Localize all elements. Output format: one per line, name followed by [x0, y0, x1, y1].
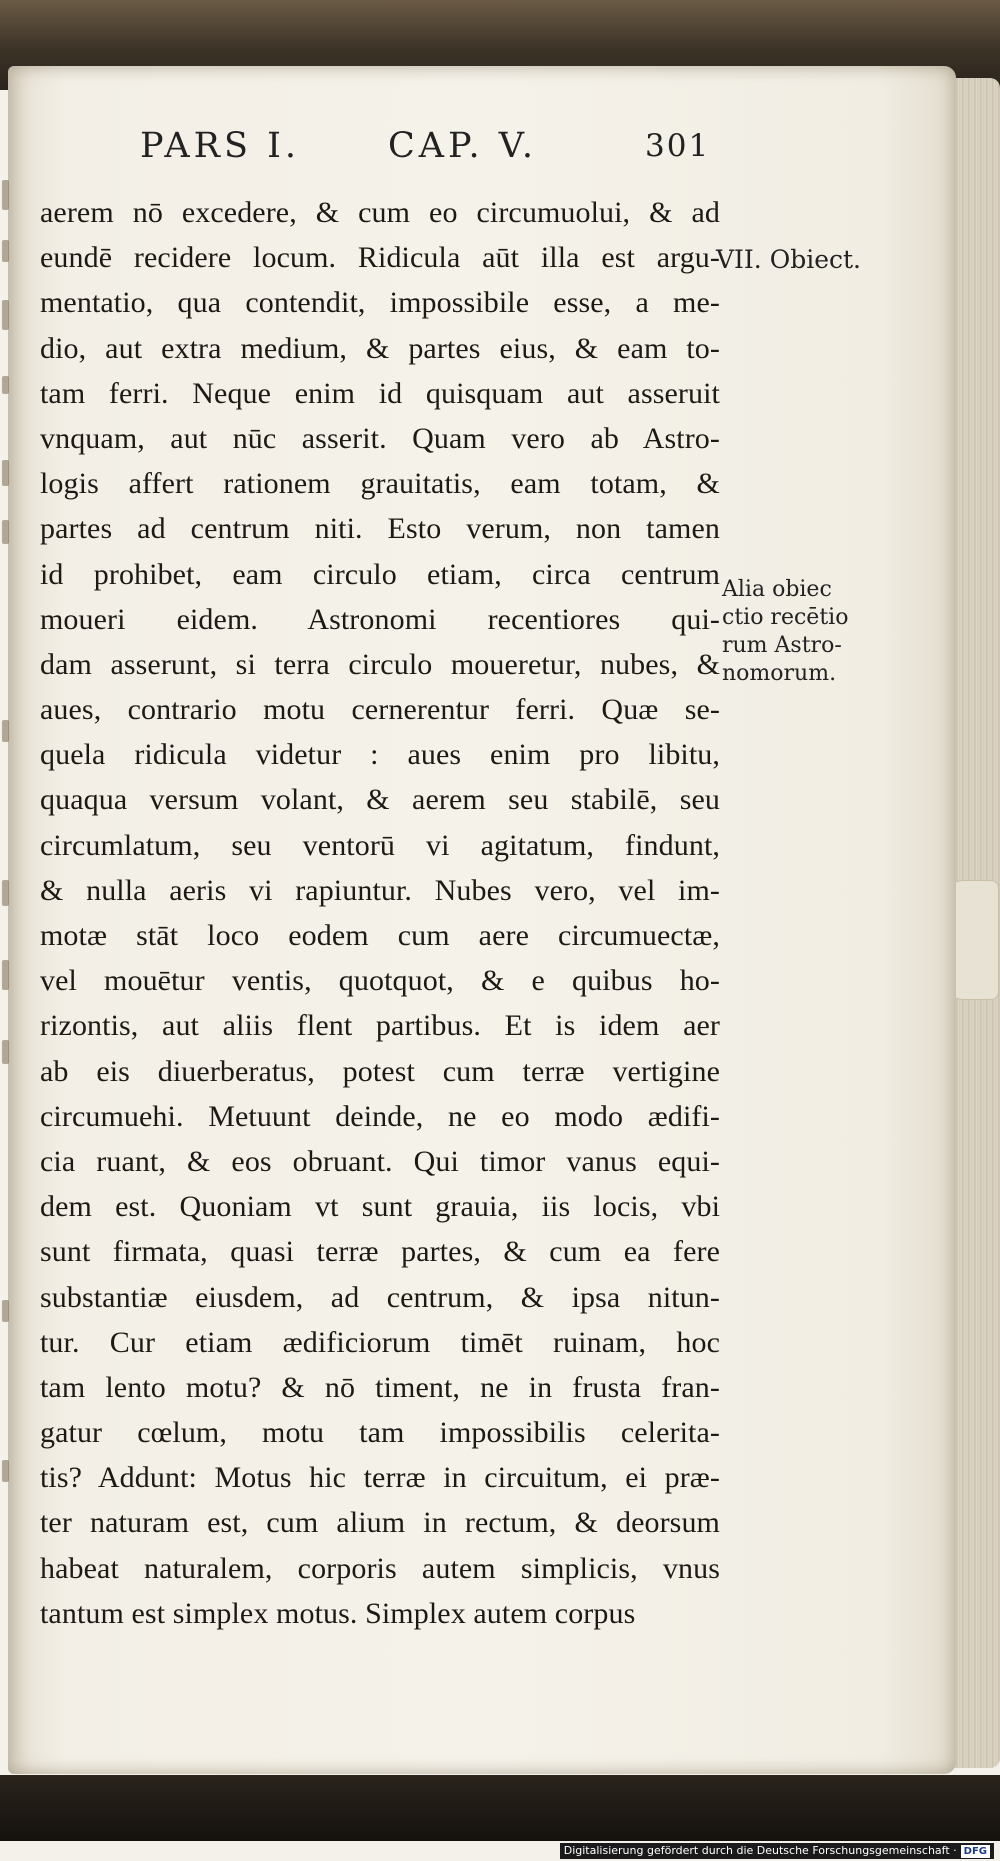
text-line: motæ stāt loco eodem cum aere circumuectæ,: [40, 919, 720, 952]
body-text: [40, 190, 720, 1636]
text-line: substantiæ eiusdem, ad centrum, & ipsa nitun-: [40, 1280, 720, 1314]
text-line: circumuehi. Metuunt deinde, ne eo modo ædifi-: [40, 1099, 720, 1133]
side-note-line: Alia obiec: [722, 577, 832, 602]
text-line: id prohibet, eam circulo etiam, circa centrum: [40, 557, 720, 591]
page-number: 301: [645, 128, 711, 164]
digitization-credit: [560, 1843, 994, 1859]
text-line: tam ferri. Neque enim id quisquam aut asseruit: [40, 376, 720, 410]
side-note-objection-7: VII. Obiect.: [716, 245, 861, 274]
text-line: sunt firmata, quasi terræ partes, & cum ea fere: [40, 1235, 720, 1269]
text-line: & nulla aeris vi rapiuntur. Nubes vero, vel im-: [40, 873, 720, 907]
text-line: aues, contrario motu cernerentur ferri. Quæ se-: [40, 693, 720, 727]
side-note-line: nomorum.: [722, 661, 837, 686]
text-line: quaqua versum volant, & aerem seu stabilē, seu: [40, 783, 720, 817]
text-line: vel mouētur ventis, quotquot, & e quibus ho-: [40, 964, 720, 998]
text-line: tantum est simplex motus. Simplex autem corpus: [40, 1596, 636, 1630]
side-note-line: rum Astro-: [722, 633, 842, 658]
text-line: aerem nō excedere, & cum eo circumuolui, & ad: [40, 196, 720, 229]
text-line: rizontis, aut aliis flent partibus. Et is idem aer: [40, 1009, 720, 1043]
text-line: dem est. Quoniam vt sunt grauia, iis locis, vbi: [40, 1190, 720, 1224]
running-header: [140, 126, 710, 176]
text-line: cia ruant, & eos obruant. Qui timor vanus equi-: [40, 1144, 720, 1178]
text-line: ter naturam est, cum alium in rectum, & deorsum: [40, 1506, 720, 1540]
text-line: habeat naturalem, corporis autem simplicis, vnus: [40, 1551, 720, 1585]
header-part: PARS I.: [140, 126, 301, 166]
text-line: mentatio, qua contendit, impossibile esse, a me-: [40, 286, 720, 320]
text-line: quela ridicula videtur : aues enim pro libitu,: [40, 738, 720, 772]
text-line: moueri eidem. Astronomi recentiores qui-: [40, 602, 720, 636]
gutter-marks: [0, 180, 14, 1480]
text-line: gatur cœlum, motu tam impossibilis celerita-: [40, 1416, 720, 1450]
text-line: dio, aut extra medium, & partes eius, & eam to-: [40, 331, 720, 365]
scan-background-bottom: [0, 1775, 1000, 1841]
side-note-line: ctio recētio: [722, 605, 849, 630]
text-line: partes ad centrum niti. Esto verum, non tamen: [40, 512, 720, 546]
text-line: tis? Addunt: Motus hic terræ in circuitum, ei præ-: [40, 1461, 720, 1495]
dfg-logo: DFG: [961, 1845, 990, 1858]
text-line: tam lento motu? & nō timent, ne in frusta fran-: [40, 1370, 720, 1404]
header-chapter: CAP. V.: [388, 126, 538, 166]
text-line: ab eis diuerberatus, potest cum terræ vertigine: [40, 1054, 720, 1088]
credit-text: Digitalisierung gefördert durch die Deutsche Forschungsgemeinschaft ·: [563, 1844, 957, 1857]
text-line: circumlatum, seu ventorū vi agitatum, findunt,: [40, 828, 720, 862]
side-note-alia-obiectio: [722, 576, 932, 688]
text-line: dam asserunt, si terra circulo moueretur, nubes, &: [40, 647, 720, 681]
text-line: tur. Cur etiam ædificiorum timēt ruinam, hoc: [40, 1325, 720, 1359]
text-line: logis affert rationem grauitatis, eam totam, &: [40, 467, 720, 501]
text-line: eundē recidere locum. Ridicula aūt illa est argu-: [40, 241, 720, 275]
text-line: vnquam, aut nūc asserit. Quam vero ab Astro-: [40, 421, 720, 455]
